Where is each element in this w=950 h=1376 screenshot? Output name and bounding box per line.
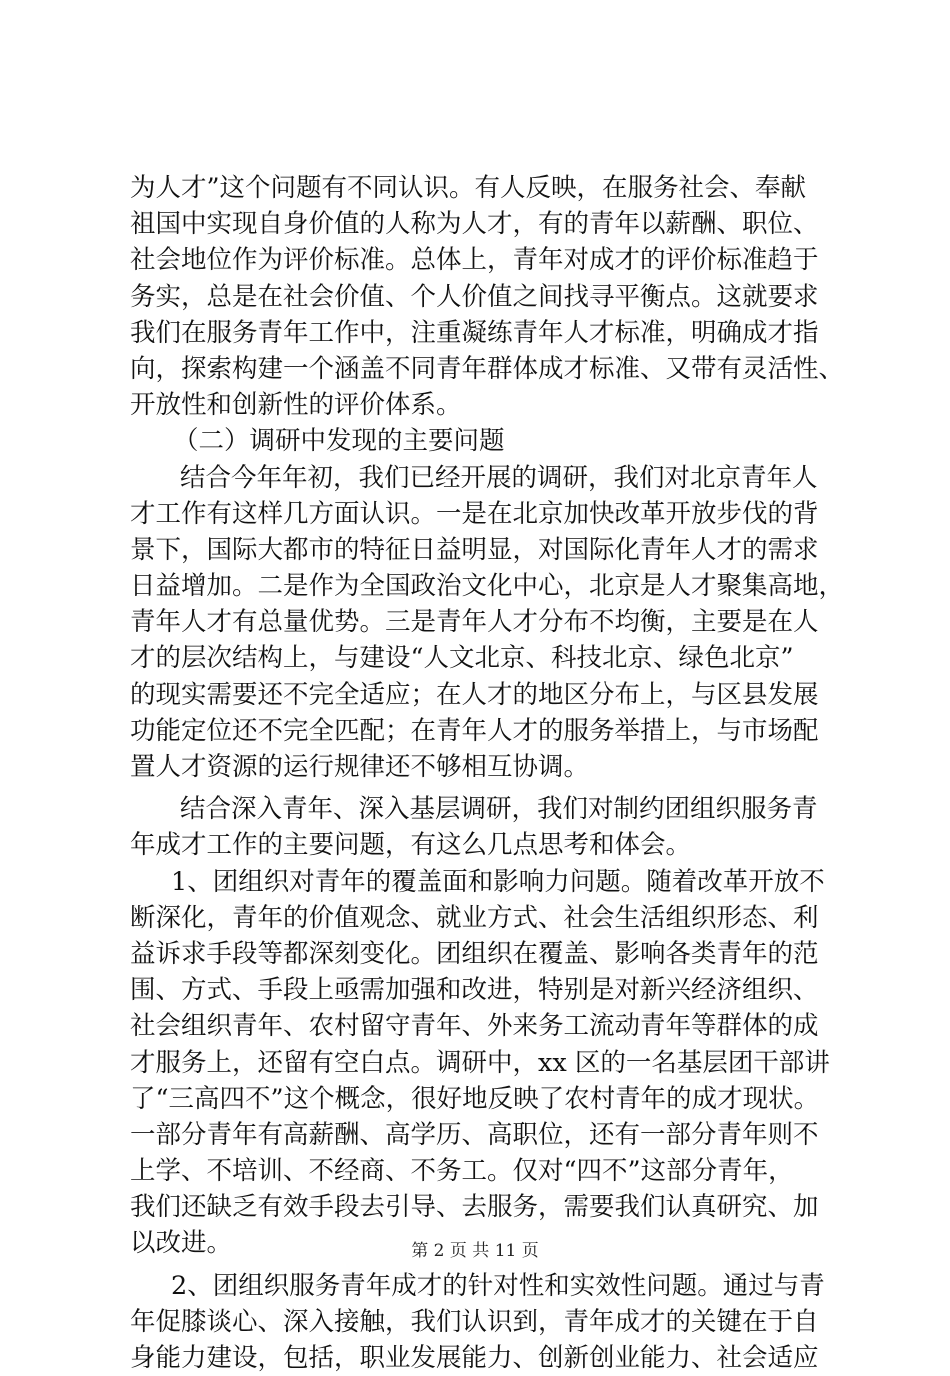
text-line: 景下，国际大都市的特征日益明显，对国际化青年人才的需求	[130, 534, 819, 565]
text-line: 一部分青年有高薪酬、高学历、高职位，还有一部分青年则不	[130, 1119, 819, 1150]
text-line: 了“三高四不”这个概念，很好地反映了农村青年的成才现状。	[130, 1083, 820, 1114]
text-line: 围、方式、手段上亟需加强和改进，特别是对新兴经济组织、	[130, 975, 819, 1006]
text-line: 我们还缺乏有效手段去引导、去服务，需要我们认真研究、加	[130, 1192, 819, 1223]
text-line: 上学、不培训、不经商、不务工。仅对“四不”这部分青年，	[130, 1156, 794, 1187]
text-line: 1、团组织对青年的覆盖面和影响力问题。随着改革开放不	[171, 866, 825, 897]
text-line: 我们在服务青年工作中，注重凝练青年人才标准，明确成才指	[130, 317, 819, 348]
text-line: 结合深入青年、深入基层调研，我们对制约团组织服务青	[180, 794, 818, 825]
text-line: 开放性和创新性的评价体系。	[130, 390, 462, 421]
text-line: 以改进。	[130, 1228, 233, 1259]
text-line: 年成才工作的主要问题，有这么几点思考和体会。	[130, 830, 692, 861]
text-line: 益诉求手段等都深刻变化。团组织在覆盖、影响各类青年的范	[130, 938, 819, 969]
text-line: 的现实需要还不完全适应；在人才的地区分布上，与区县发展	[130, 679, 819, 710]
text-line: 为人才”这个问题有不同认识。有人反映，在服务社会、奉献	[130, 173, 807, 203]
text-line: 日益增加。二是作为全国政治文化中心，北京是人才聚集高地，	[130, 571, 845, 602]
text-line: 结合今年年初，我们已经开展的调研，我们对北京青年人	[180, 462, 818, 493]
text-line: 祖国中实现自身价值的人称为人才，有的青年以薪酬、职位、	[130, 209, 819, 240]
text-line: 断深化，青年的价值观念、就业方式、社会生活组织形态、利	[130, 902, 819, 933]
text-line: 2、团组织服务青年成才的针对性和实效性问题。通过与青	[171, 1270, 825, 1301]
text-line: 身能力建设，包括，职业发展能力、创新创业能力、社会适应	[130, 1343, 819, 1373]
text-line: 向，探索构建一个涵盖不同青年群体成才标准、又带有灵活性、	[130, 353, 845, 384]
section-heading: （二）调研中发现的主要问题	[173, 426, 505, 457]
text-line: 社会地位作为评价标准。总体上，青年对成才的评价标准趋于	[130, 245, 819, 276]
text-line: 务实，总是在社会价值、个人价值之间找寻平衡点。这就要求	[130, 281, 819, 312]
text-line: 社会组织青年、农村留守青年、外来务工流动青年等群体的成	[130, 1011, 819, 1042]
text-line: 青年人才有总量优势。三是青年人才分布不均衡，主要是在人	[130, 607, 819, 638]
text-line: 才工作有这样几方面认识。一是在北京加快改革开放步伐的背	[130, 498, 819, 529]
text-line: 功能定位还不完全匹配；在青年人才的服务举措上，与市场配	[130, 715, 819, 746]
page-footer: 第 2 页 共 11 页	[411, 1241, 539, 1261]
body-text	[130, 170, 845, 1376]
text-line: 才的层次结构上，与建设“人文北京、科技北京、绿色北京”	[130, 643, 794, 674]
text-line: 年促膝谈心、深入接触，我们认识到，青年成才的关键在于自	[130, 1306, 819, 1337]
text-line: 置人才资源的运行规律还不够相互协调。	[130, 752, 590, 782]
text-line: 才服务上，还留有空白点。调研中，xx 区的一名基层团干部讲	[130, 1047, 830, 1078]
